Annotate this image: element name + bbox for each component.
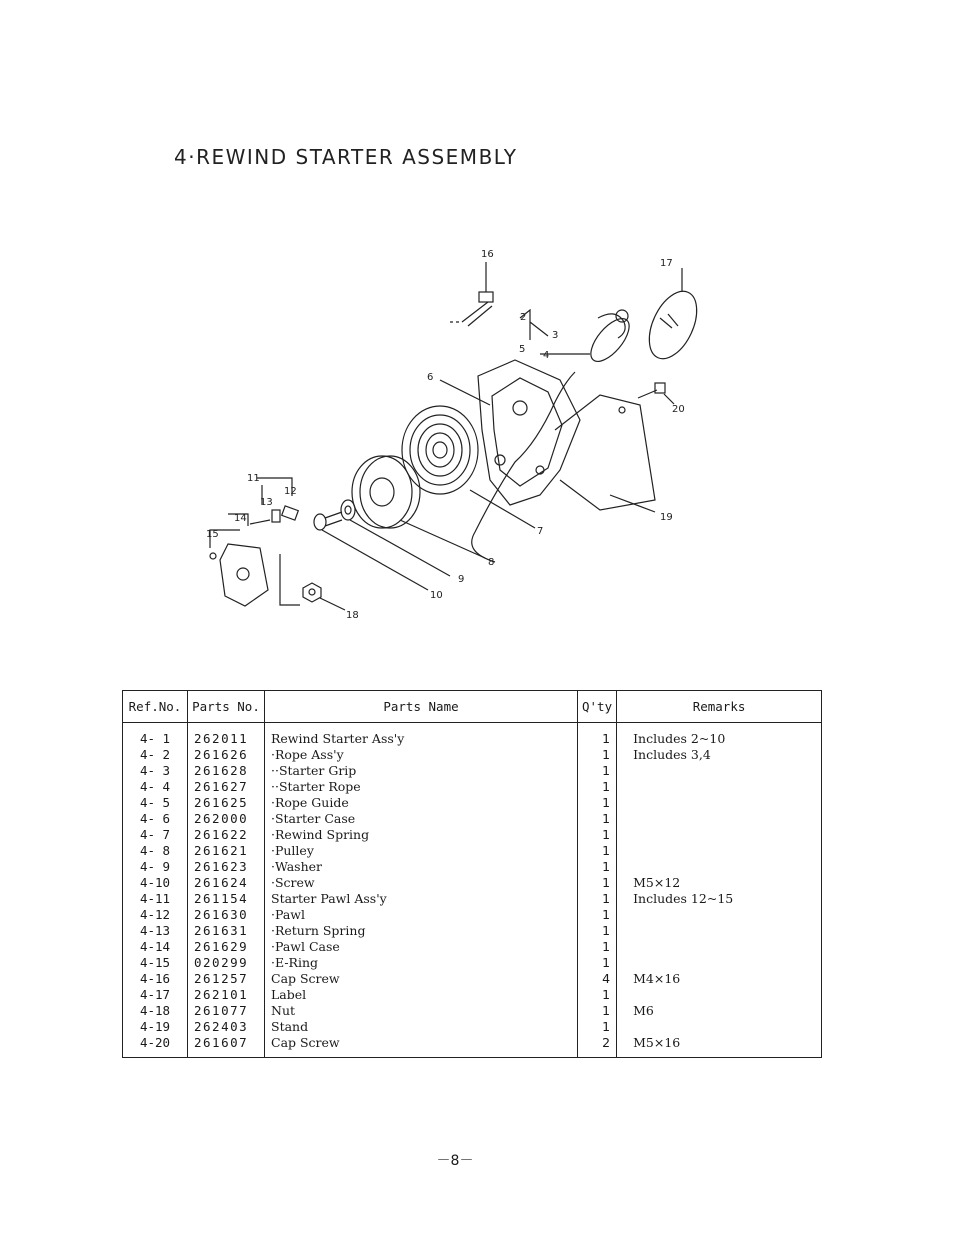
callout-9: 9 xyxy=(458,574,465,585)
callout-6: 6 xyxy=(427,372,434,383)
pulley-8-illustration xyxy=(352,456,485,558)
parts-name-cell: ··Starter Rope xyxy=(265,779,578,795)
callout-11: 11 xyxy=(247,473,260,484)
starter-grip-illustration xyxy=(472,310,636,562)
qty-cell: 1 xyxy=(578,779,617,795)
header-qty: Q'ty xyxy=(578,691,617,723)
parts-table xyxy=(122,690,822,1058)
pawl-assembly-11-illustration xyxy=(210,478,300,606)
qty-cell: 1 xyxy=(578,723,617,748)
qty-cell: 1 xyxy=(578,987,617,1003)
table-row xyxy=(123,1035,822,1058)
callout-8: 8 xyxy=(488,557,495,568)
qty-cell: 1 xyxy=(578,907,617,923)
remarks-cell: M5×12 xyxy=(617,875,822,891)
parts-no-cell: 261631 xyxy=(188,923,265,939)
qty-cell: 1 xyxy=(578,923,617,939)
parts-no-cell: 261629 xyxy=(188,939,265,955)
ref-no-cell: 4-10 xyxy=(123,875,188,891)
table-row xyxy=(123,987,822,1003)
starter-case-6-illustration xyxy=(440,360,580,505)
parts-name-cell: Label xyxy=(265,987,578,1003)
cap-screw-16-illustration xyxy=(450,262,493,326)
parts-name-cell: ·Screw xyxy=(265,875,578,891)
parts-no-cell: 261623 xyxy=(188,859,265,875)
ref-no-cell: 4-12 xyxy=(123,907,188,923)
ref-no-cell: 4- 9 xyxy=(123,859,188,875)
callout-18: 18 xyxy=(346,610,359,621)
callout-20: 20 xyxy=(672,404,685,415)
parts-no-cell: 261621 xyxy=(188,843,265,859)
header-remarks: Remarks xyxy=(617,691,822,723)
parts-no-cell: 261077 xyxy=(188,1003,265,1019)
parts-no-cell: 261626 xyxy=(188,747,265,763)
parts-name-cell: ·Starter Case xyxy=(265,811,578,827)
remarks-cell xyxy=(617,843,822,859)
callout-7: 7 xyxy=(537,526,544,537)
callout-3: 3 xyxy=(552,330,559,341)
table-row xyxy=(123,747,822,763)
parts-name-cell: ·Washer xyxy=(265,859,578,875)
table-row xyxy=(123,779,822,795)
callout-12: 12 xyxy=(284,486,297,497)
parts-name-cell: Starter Pawl Ass'y xyxy=(265,891,578,907)
table-row xyxy=(123,763,822,779)
ref-no-cell: 4- 8 xyxy=(123,843,188,859)
callout-10: 10 xyxy=(430,590,443,601)
remarks-cell xyxy=(617,827,822,843)
section-title: 4·REWIND STARTER ASSEMBLY xyxy=(174,145,518,169)
qty-cell: 1 xyxy=(578,875,617,891)
parts-name-cell: ·Pawl xyxy=(265,907,578,923)
table-row xyxy=(123,923,822,939)
ref-no-cell: 4- 2 xyxy=(123,747,188,763)
parts-name-cell: ·Rope Ass'y xyxy=(265,747,578,763)
page-number: －8－ xyxy=(436,1153,474,1169)
parts-no-cell: 261622 xyxy=(188,827,265,843)
remarks-cell xyxy=(617,779,822,795)
qty-cell: 2 xyxy=(578,1035,617,1058)
table-row xyxy=(123,955,822,971)
callout-17: 17 xyxy=(660,258,673,269)
remarks-cell: M4×16 xyxy=(617,971,822,987)
parts-no-cell: 261628 xyxy=(188,763,265,779)
remarks-cell xyxy=(617,907,822,923)
ref-no-cell: 4-13 xyxy=(123,923,188,939)
nut-18-illustration xyxy=(303,583,345,610)
remarks-cell xyxy=(617,763,822,779)
qty-cell: 1 xyxy=(578,795,617,811)
ref-no-cell: 4-15 xyxy=(123,955,188,971)
ref-no-cell: 4-11 xyxy=(123,891,188,907)
callout-4: 4 xyxy=(543,350,550,361)
qty-cell: 1 xyxy=(578,939,617,955)
table-row xyxy=(123,971,822,987)
table-row xyxy=(123,1019,822,1035)
callout-2: 2 xyxy=(520,312,527,323)
parts-no-cell: 262101 xyxy=(188,987,265,1003)
ref-no-cell: 4- 5 xyxy=(123,795,188,811)
ref-no-cell: 4-20 xyxy=(123,1035,188,1058)
table-row xyxy=(123,891,822,907)
callout-16: 16 xyxy=(481,249,494,260)
qty-cell: 1 xyxy=(578,747,617,763)
remarks-cell: Includes 3,4 xyxy=(617,747,822,763)
ref-no-cell: 4-17 xyxy=(123,987,188,1003)
qty-cell: 1 xyxy=(578,1003,617,1019)
parts-no-cell: 262000 xyxy=(188,811,265,827)
remarks-cell: Includes 2~10 xyxy=(617,723,822,748)
table-row xyxy=(123,907,822,923)
parts-no-cell: 261630 xyxy=(188,907,265,923)
remarks-cell xyxy=(617,955,822,971)
parts-name-cell: ·Pulley xyxy=(265,843,578,859)
table-row xyxy=(123,843,822,859)
screw-10-illustration xyxy=(314,512,428,590)
parts-name-cell: ·E-Ring xyxy=(265,955,578,971)
callout-15: 15 xyxy=(206,529,219,540)
table-header-row xyxy=(123,691,822,723)
table-row xyxy=(123,939,822,955)
exploded-assembly-diagram xyxy=(0,230,980,630)
parts-no-cell: 262403 xyxy=(188,1019,265,1035)
qty-cell: 1 xyxy=(578,891,617,907)
ref-no-cell: 4- 6 xyxy=(123,811,188,827)
table-row xyxy=(123,875,822,891)
qty-cell: 1 xyxy=(578,859,617,875)
ref-no-cell: 4- 1 xyxy=(123,723,188,748)
table-row xyxy=(123,795,822,811)
parts-no-cell: 020299 xyxy=(188,955,265,971)
remarks-cell xyxy=(617,795,822,811)
qty-cell: 4 xyxy=(578,971,617,987)
callout-19: 19 xyxy=(660,512,673,523)
ref-no-cell: 4- 4 xyxy=(123,779,188,795)
table-row xyxy=(123,827,822,843)
remarks-cell xyxy=(617,859,822,875)
ref-no-cell: 4-14 xyxy=(123,939,188,955)
ref-no-cell: 4- 3 xyxy=(123,763,188,779)
remarks-cell xyxy=(617,811,822,827)
parts-no-cell: 261624 xyxy=(188,875,265,891)
parts-name-cell: ·Rewind Spring xyxy=(265,827,578,843)
ref-no-cell: 4-18 xyxy=(123,1003,188,1019)
qty-cell: 1 xyxy=(578,843,617,859)
parts-no-cell: 261627 xyxy=(188,779,265,795)
parts-no-cell: 262011 xyxy=(188,723,265,748)
header-parts-no: Parts No. xyxy=(188,691,265,723)
qty-cell: 1 xyxy=(578,955,617,971)
stand-19-illustration xyxy=(555,395,655,512)
remarks-cell xyxy=(617,987,822,1003)
parts-name-cell: Cap Screw xyxy=(265,971,578,987)
callout-13: 13 xyxy=(260,497,273,508)
label-17-illustration xyxy=(640,268,707,366)
table-row xyxy=(123,723,822,748)
parts-name-cell: Rewind Starter Ass'y xyxy=(265,723,578,748)
parts-name-cell: ··Starter Grip xyxy=(265,763,578,779)
qty-cell: 1 xyxy=(578,1019,617,1035)
table-row xyxy=(123,811,822,827)
callout-5: 5 xyxy=(519,344,526,355)
cap-screw-20-illustration xyxy=(638,383,674,404)
rewind-spring-7-illustration xyxy=(402,406,535,528)
parts-name-cell: ·Return Spring xyxy=(265,923,578,939)
remarks-cell xyxy=(617,923,822,939)
parts-no-cell: 261257 xyxy=(188,971,265,987)
header-parts-name: Parts Name xyxy=(265,691,578,723)
parts-no-cell: 261625 xyxy=(188,795,265,811)
remarks-cell xyxy=(617,939,822,955)
ref-no-cell: 4-16 xyxy=(123,971,188,987)
table-row xyxy=(123,1003,822,1019)
parts-name-cell: Nut xyxy=(265,1003,578,1019)
washer-9-illustration xyxy=(341,500,450,576)
parts-name-cell: ·Pawl Case xyxy=(265,939,578,955)
qty-cell: 1 xyxy=(578,827,617,843)
qty-cell: 1 xyxy=(578,811,617,827)
remarks-cell xyxy=(617,1019,822,1035)
parts-no-cell: 261607 xyxy=(188,1035,265,1058)
remarks-cell: Includes 12~15 xyxy=(617,891,822,907)
header-ref-no: Ref.No. xyxy=(123,691,188,723)
parts-name-cell: ·Rope Guide xyxy=(265,795,578,811)
table-row xyxy=(123,859,822,875)
parts-no-cell: 261154 xyxy=(188,891,265,907)
parts-name-cell: Cap Screw xyxy=(265,1035,578,1058)
ref-no-cell: 4- 7 xyxy=(123,827,188,843)
remarks-cell: M5×16 xyxy=(617,1035,822,1058)
ref-no-cell: 4-19 xyxy=(123,1019,188,1035)
qty-cell: 1 xyxy=(578,763,617,779)
remarks-cell: M6 xyxy=(617,1003,822,1019)
parts-name-cell: Stand xyxy=(265,1019,578,1035)
callout-14: 14 xyxy=(234,513,247,524)
